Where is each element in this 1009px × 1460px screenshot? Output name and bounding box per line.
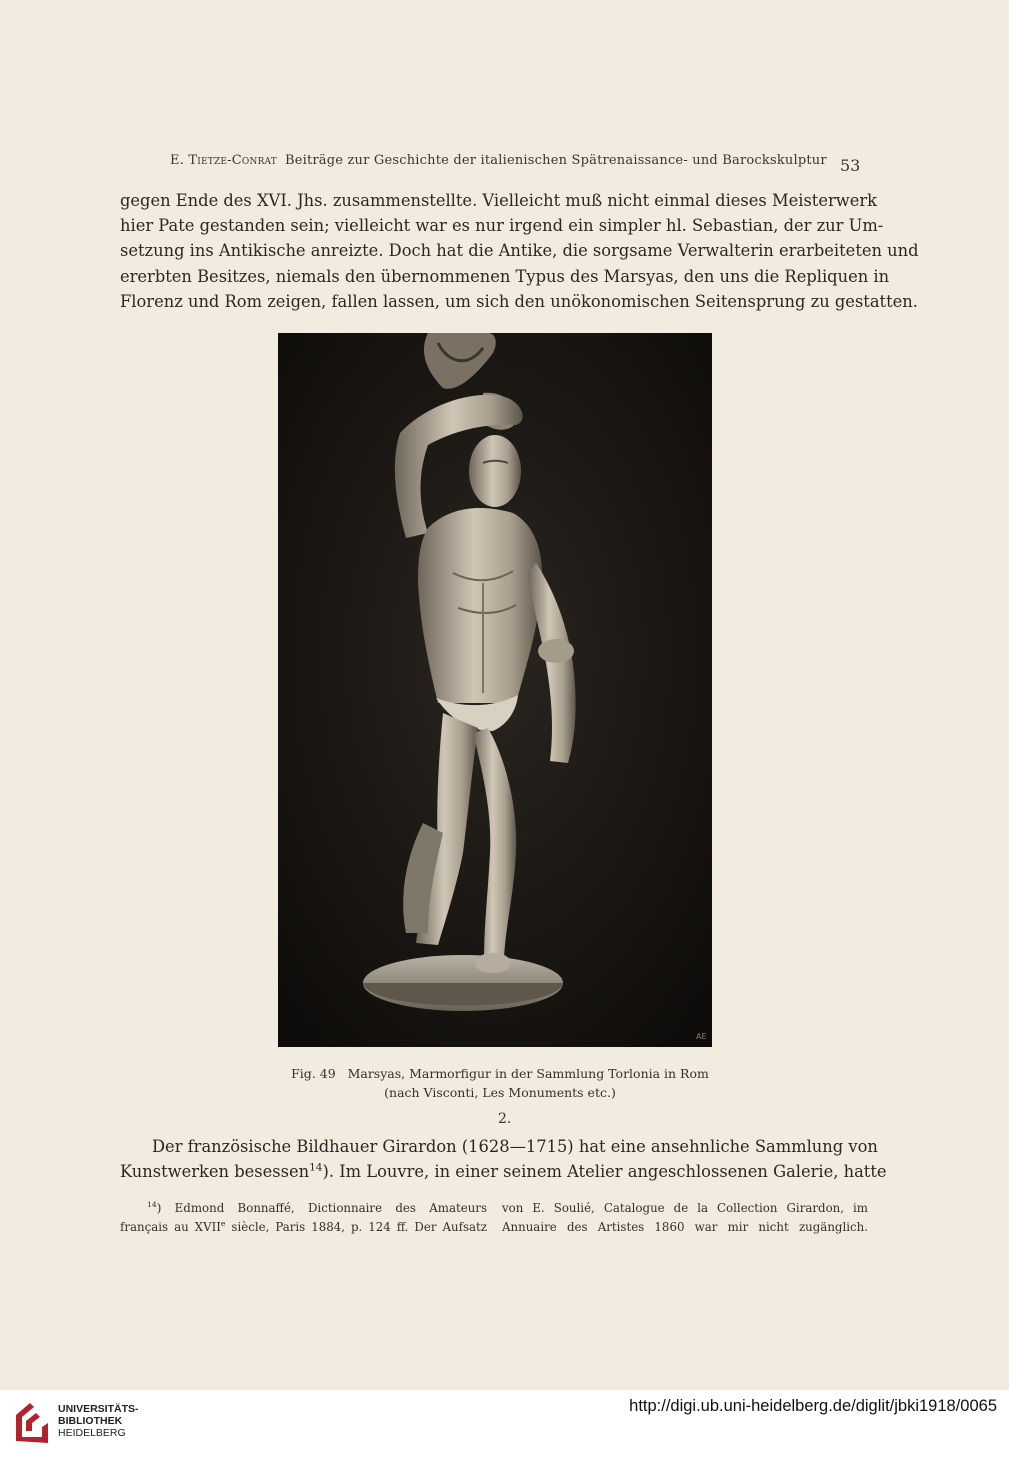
paragraph-1-line: Florenz und Rom zeigen, fallen lassen, um sich den unökonomischen Seitensprung zu gestatten. — [120, 291, 918, 311]
figure-caption — [200, 1064, 800, 1102]
paragraph-2-line-2-start: Kunstwerken besessen — [120, 1162, 310, 1181]
figure-caption-line-2: (nach Visconti, Les Monuments etc.) — [384, 1085, 616, 1100]
footnote-superscript-e: e — [220, 1219, 226, 1229]
figure-caption-line-1: Fig. 49 Marsyas, Marmorfigur in der Sammlung Torlonia in Rom — [291, 1066, 709, 1081]
university-library-logo-icon[interactable] — [12, 1401, 52, 1445]
logo-line-2: BIBLIOTHEK — [58, 1415, 123, 1427]
page-number: 53 — [840, 156, 861, 175]
footnote-left-column — [147, 1199, 487, 1218]
marsyas-statue-illustration — [278, 333, 712, 1047]
footnote-left-line-2-start: français au XVII — [120, 1220, 221, 1234]
footnote-left-line-1 — [147, 1199, 487, 1218]
section-number: 2. — [498, 1111, 512, 1127]
logo-line-3: HEIDELBERG — [58, 1427, 126, 1439]
svg-text:AE: AE — [696, 1032, 707, 1041]
footnote-left-line-2 — [120, 1218, 487, 1237]
paragraph-2-line-2 — [120, 1159, 887, 1184]
footnote-left-column-2 — [120, 1218, 487, 1237]
paragraph-1-line: setzung ins Antikische anreizte. Doch hat die Antike, die sorgsame Verwalterin erarbeiteten und — [120, 241, 919, 261]
footnote-right-column — [502, 1199, 868, 1237]
paragraph-2 — [120, 1134, 887, 1184]
footnote-reference[interactable]: 14 — [309, 1161, 323, 1174]
footnote-right-line-2: Annuaire des Artistes 1860 war mir nicht zugänglich. — [502, 1220, 868, 1234]
footnote-left-line-1-text: ) Edmond Bonnaffé, Dictionnaire des Amateurs — [156, 1201, 487, 1215]
paragraph-1 — [120, 188, 919, 314]
footnote-right-line-1: von E. Soulié, Catalogue de la Collection Girardon, im — [502, 1201, 868, 1215]
running-head-title: Beiträge zur Geschichte der italienischen Spätrenaissance- und Barockskulptur — [284, 153, 827, 168]
permalink-url[interactable]: http://digi.ub.uni-heidelberg.de/diglit/jbki1918/0065 — [629, 1397, 997, 1415]
running-head-author: E. Tietze-Conrat — [170, 153, 277, 168]
paragraph-2-line-1: Der französische Bildhauer Girardon (1628—1715) hat eine ansehnliche Sammlung von — [152, 1137, 878, 1156]
paragraph-2-line-2-end: ). Im Louvre, in einer seinem Atelier angeschlossenen Galerie, hatte — [322, 1162, 887, 1181]
footnote-marker: 14 — [147, 1200, 157, 1210]
university-library-logo-text[interactable] — [58, 1403, 139, 1439]
paragraph-1-line: ererbten Besitzes, niemals den übernommenen Typus des Marsyas, den uns die Repliquen in — [120, 266, 890, 286]
footnote-left-line-2-end: siècle, Paris 1884, p. 124 ff. Der Aufsatz — [225, 1220, 487, 1234]
running-head — [170, 153, 827, 168]
logo-line-1: UNIVERSITÄTS- — [58, 1403, 139, 1415]
paragraph-1-line: hier Pate gestanden sein; vielleicht war es nur irgend ein simpler hl. Sebastian, der zur Um- — [120, 216, 884, 236]
figure-marsyas-photo — [278, 333, 712, 1047]
paragraph-1-line: gegen Ende des XVI. Jhs. zusammenstellte. Vielleicht muß nicht einmal dieses Meisterwerk — [120, 191, 877, 210]
